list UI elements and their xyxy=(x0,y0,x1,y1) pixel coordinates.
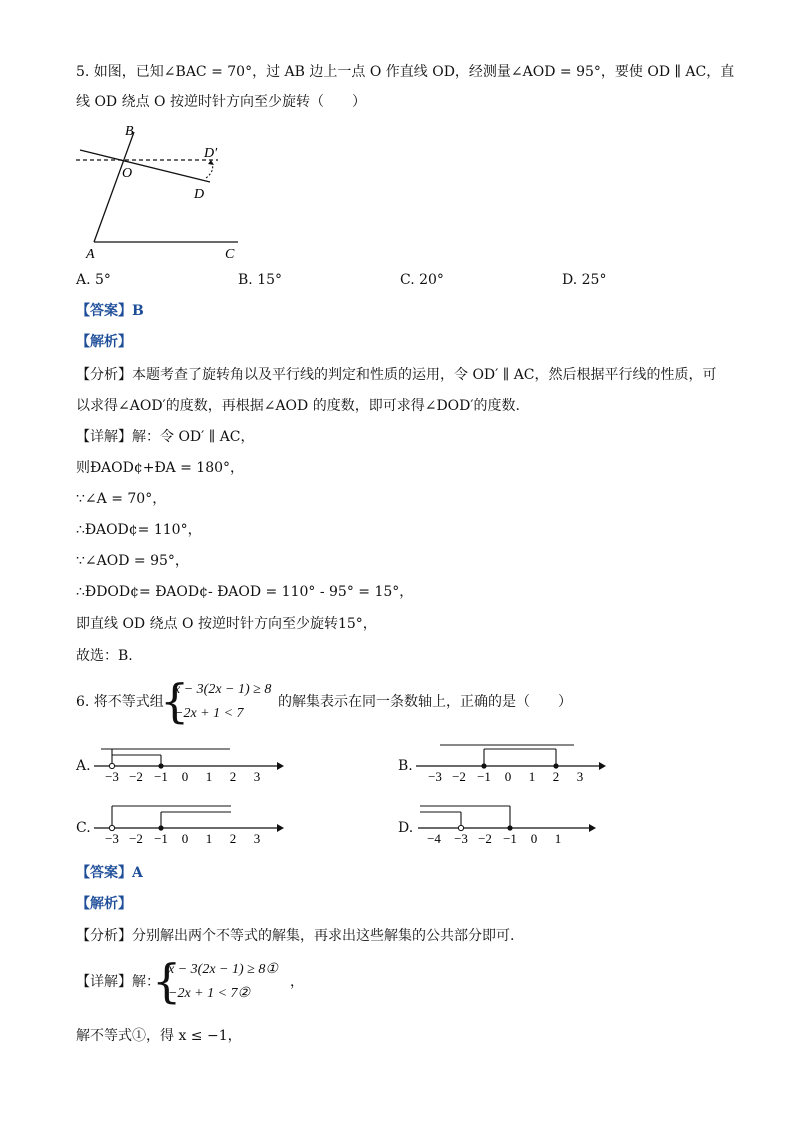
q6-sys-suffix: ， xyxy=(290,974,304,990)
tick-label: 2 xyxy=(229,831,237,846)
tick-label: −1 xyxy=(477,769,491,784)
q5-option-b: B. 15° xyxy=(238,272,283,288)
tick-label: −3 xyxy=(454,831,468,846)
q5-option-a: A. 5° xyxy=(76,272,111,288)
tick-label: −1 xyxy=(503,831,517,846)
tick-label: −2 xyxy=(129,831,143,846)
q5-step: ∴ÐDOD¢= ÐAOD¢- ÐAOD = 110° - 95° = 15°， xyxy=(76,584,414,600)
q5-stem-line1: 5. 如图，已知∠BAC = 70°，过 AB 边上一点 O 作直线 OD，经测量∠AOD = 95°，要使 OD ∥ AC，直 xyxy=(76,64,735,80)
tick-label: −2 xyxy=(452,769,466,784)
q5-option-c: C. 20° xyxy=(400,272,444,288)
label-O: O xyxy=(122,166,133,181)
q5-step: ∵∠AOD = 95°， xyxy=(76,553,189,569)
q5-step: 即直线 OD 绕点 O 按逆时针方向至少旋转15°， xyxy=(76,616,377,632)
tick-label: −3 xyxy=(105,831,119,846)
q5-step: 故选：B. xyxy=(76,648,133,664)
tick-label: 3 xyxy=(576,769,584,784)
label-Dprime: D′ xyxy=(204,146,218,161)
tick-label: −3 xyxy=(428,769,442,784)
q6-sys-eq2: −2x + 1 < 7② xyxy=(168,986,251,1001)
tick-label: 0 xyxy=(504,769,512,784)
q5-step: ∵∠A = 70°， xyxy=(76,491,167,507)
tick-label: 2 xyxy=(552,769,560,784)
q6-stem-suffix: 的解集表示在同一条数轴上，正确的是（ ） xyxy=(278,694,572,710)
tick-label: 1 xyxy=(205,831,213,846)
tick-label: −2 xyxy=(129,769,143,784)
q6-numberline-a xyxy=(92,735,292,785)
q5-fenxi-2: 以求得∠AOD′的度数，再根据∠AOD 的度数，即可求得∠DOD′的度数. xyxy=(76,398,520,414)
q6-stem-prefix: 6. 将不等式组 xyxy=(76,694,164,710)
tick-label: 2 xyxy=(229,769,237,784)
q6-xiangjie-prefix: 【详解】解： xyxy=(76,974,160,990)
tick-label: −1 xyxy=(154,769,168,784)
q6-numberline-d xyxy=(414,797,604,847)
q5-analysis-heading: 【解析】 xyxy=(76,334,132,350)
tick-label: 1 xyxy=(554,831,562,846)
q5-stem-line2: 线 OD 绕点 O 按逆时针方向至少旋转（ ） xyxy=(76,94,366,110)
q6-numberline-b xyxy=(414,735,614,785)
q6-option-c-label: C. xyxy=(76,820,91,836)
tick-label: 1 xyxy=(528,769,536,784)
label-C: C xyxy=(225,247,235,262)
q5-xiangjie: 【详解】解：令 OD′ ∥ AC， xyxy=(76,429,255,445)
label-B: B xyxy=(125,124,134,139)
q6-eq1: x − 3(2x − 1) ≥ 8 xyxy=(174,682,272,697)
q5-step: ∴ÐAOD¢= 110°， xyxy=(76,522,202,538)
q6-brace: { xyxy=(160,674,190,728)
q5-option-d: D. 25° xyxy=(562,272,607,288)
q5-answer: 【答案】B xyxy=(76,303,144,319)
tick-label: 1 xyxy=(205,769,213,784)
tick-label: 3 xyxy=(253,831,261,846)
q6-sys-eq1: x − 3(2x − 1) ≥ 8① xyxy=(168,962,278,977)
tick-label: 0 xyxy=(181,831,189,846)
tick-label: −4 xyxy=(427,831,441,846)
q6-option-a-label: A. xyxy=(76,758,91,774)
q6-fenxi: 【分析】分别解出两个不等式的解集，再求出这些解集的公共部分即可. xyxy=(76,928,515,944)
q6-option-b-label: B. xyxy=(398,758,413,774)
q6-brace-2: { xyxy=(152,954,182,1008)
label-D: D xyxy=(194,187,205,202)
q6-numberline-c xyxy=(92,797,292,847)
q6-analysis-heading: 【解析】 xyxy=(76,896,132,912)
q6-answer: 【答案】A xyxy=(76,865,143,881)
q5-geometry-figure xyxy=(70,120,250,265)
q5-step: 则ÐAOD¢+ÐA = 180°， xyxy=(76,460,245,476)
tick-label: 0 xyxy=(530,831,538,846)
q5-fenxi: 【分析】本题考查了旋转角以及平行线的判定和性质的运用，令 OD′ ∥ AC，然后根据平行线的性质，可 xyxy=(76,367,717,383)
tick-label: −2 xyxy=(478,831,492,846)
tick-label: −3 xyxy=(105,769,119,784)
tick-label: −1 xyxy=(154,831,168,846)
q6-option-d-label: D. xyxy=(398,820,414,836)
tick-label: 0 xyxy=(181,769,189,784)
label-A: A xyxy=(86,247,95,262)
tick-label: 3 xyxy=(253,769,261,784)
q6-last-line: 解不等式①，得 x ≤ −1， xyxy=(76,1028,242,1044)
q6-eq2: −2x + 1 < 7 xyxy=(174,706,244,721)
